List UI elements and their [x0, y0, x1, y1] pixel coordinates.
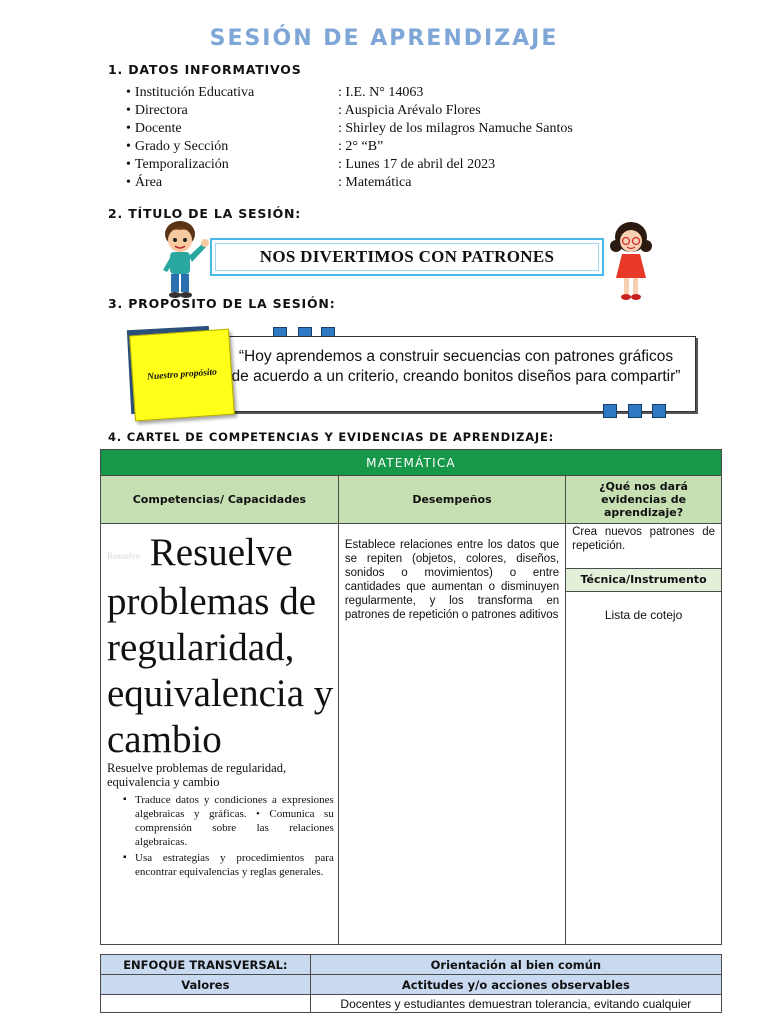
header-valores: Valores: [101, 975, 311, 995]
header-actitudes: Actitudes y/o acciones observables: [310, 975, 721, 995]
sticky-note-label: Nuestro propósito: [146, 367, 218, 383]
actitud-cell: Docentes y estudiantes demuestran tolerancia, evitando cualquier: [310, 995, 721, 1013]
enfoque-table: [100, 954, 722, 1013]
info-label: • Institución Educativa: [126, 84, 338, 102]
decor-square: [603, 404, 617, 418]
purpose-text: “Hoy aprendemos a construir secuencias con patrones gráficos de acuerdo a un criterio, creando bonitos diseños para compartir”: [231, 348, 681, 385]
session-title: NOS DIVERTIMOS CON PATRONES: [215, 243, 599, 271]
tecnica-header: Técnica/Instrumento: [566, 568, 721, 592]
purpose-sticky-note: [129, 329, 235, 422]
info-row: [126, 84, 646, 102]
enfoque-value: Orientación al bien común: [310, 955, 721, 975]
info-value: : Auspicia Arévalo Flores: [338, 103, 481, 118]
info-value: : Lunes 17 de abril del 2023: [338, 157, 496, 172]
valor-cell: [101, 995, 311, 1013]
info-row: [126, 102, 646, 120]
info-value: : Matemática: [338, 175, 412, 190]
competencia-big: [107, 530, 334, 763]
info-label: • Área: [126, 174, 338, 192]
info-value: : Shirley de los milagros Namuche Santos: [338, 121, 573, 136]
tecnica-value: Lista de cotejo: [604, 608, 683, 622]
header-desempenos: Desempeños: [338, 476, 565, 524]
info-row: [126, 138, 646, 156]
capacidad-item: ▪ Usa estrategias y procedimientos para encontrar equivalencias y reglas generales.: [123, 851, 334, 879]
info-label: • Grado y Sección: [126, 138, 338, 156]
page-title: SESIÓN DE APRENDIZAJE: [209, 26, 559, 51]
girl-illustration: [608, 220, 654, 302]
area-header: MATEMÁTICA: [101, 450, 722, 476]
boy-illustration: [156, 218, 212, 300]
session-title-box: [210, 238, 604, 276]
competencia-small: Resuelve problemas de regularidad, equivalencia y cambio: [107, 761, 287, 790]
info-label: • Temporalización: [126, 156, 338, 174]
decor-square: [628, 404, 642, 418]
header-competencias: Competencias/ Capacidades: [101, 476, 339, 524]
capacidades-list: [123, 793, 334, 879]
section-heading-titulo: 2. TÍTULO DE LA SESIÓN:: [108, 206, 302, 221]
info-list: [126, 84, 646, 192]
section-heading-datos: 1. DATOS INFORMATIVOS: [108, 62, 302, 77]
competencia-big-text: Resuelve problemas de regularidad, equivalencia y cambio: [107, 531, 334, 762]
evidencia-text: Crea nuevos patrones de repetición.: [572, 526, 715, 552]
info-row: [126, 120, 646, 138]
competencia-cell: [101, 524, 339, 945]
competencies-table: [100, 449, 722, 945]
header-evidencias: ¿Qué nos dará evidencias de aprendizaje?: [566, 476, 722, 524]
decor-square: [652, 404, 666, 418]
info-label: • Docente: [126, 120, 338, 138]
info-label: • Directora: [126, 102, 338, 120]
ghost-text: Resuelve: [107, 551, 140, 562]
purpose-box: [200, 336, 696, 412]
info-value: : I.E. N° 14063: [338, 85, 424, 100]
capacidad-item: ▪ Traduce datos y condiciones a expresiones algebraicas y gráficas. • Comunica su comprensión sobre las relaciones algebraicas.: [123, 793, 334, 849]
info-row: [126, 174, 646, 192]
evidencia-cell: [566, 524, 722, 945]
desempeno-cell: Establece relaciones entre los datos que se repiten (objetos, colores, diseños, sonidos o movimientos) o entre cantidades que aumentan o disminuyen regularmente, y los transforma en patrones de repetición o patrones aditivos: [338, 524, 565, 945]
info-value: : 2° “B”: [338, 139, 384, 154]
section-heading-proposito: 3. PROPÓSITO DE LA SESIÓN:: [108, 296, 336, 311]
info-row: [126, 156, 646, 174]
section-heading-cartel: 4. CARTEL DE COMPETENCIAS Y EVIDENCIAS DE APRENDIZAJE:: [108, 430, 555, 444]
enfoque-label: ENFOQUE TRANSVERSAL:: [101, 955, 311, 975]
